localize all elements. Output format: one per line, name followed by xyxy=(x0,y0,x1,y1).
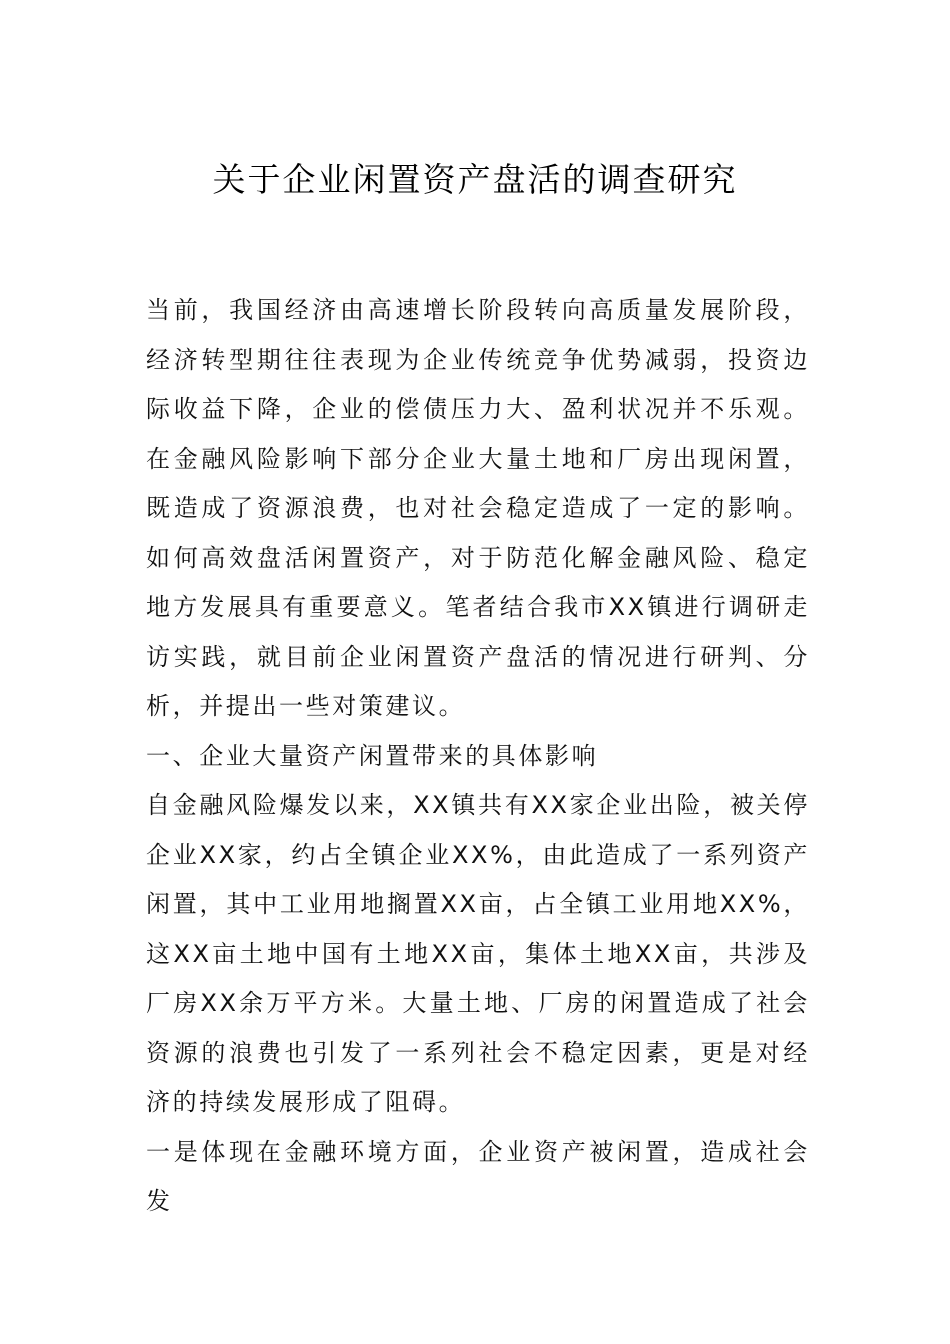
financial-environment-paragraph: 一是体现在金融环境方面，企业资产被闲置，造成社会发 xyxy=(146,1137,810,1215)
intro-paragraph: 当前，我国经济由高速增长阶段转向高质量发展阶段，经济转型期往往表现为企业传统竞争优势减弱，投资边际收益下降，企业的偿债压力大、盈利状况并不乐观。在金融风险影响下部分企业大量土地和厂房出现闲置，既造成了资源浪费，也对社会稳定造成了一定的影响。如何高效盘活闲置资产，对于防范化解金融风险、稳定地方发展具有重要意义。笔者结合我市XX镇进行调研走访实践，就目前企业闲置资产盘活的情况进行研判、分析，并提出一些对策建议。 xyxy=(146,296,810,720)
document-body xyxy=(146,286,810,1227)
impact-paragraph: 自金融风险爆发以来，XX镇共有XX家企业出险，被关停企业XX家，约占全镇企业XX%，由此造成了一系列资产闲置，其中工业用地搁置XX亩，占全镇工业用地XX%，这XX亩土地中国有土地XX亩，集体土地XX亩，共涉及厂房XX余万平方米。大量土地、厂房的闲置造成了社会资源的浪费也引发了一系列社会不稳定因素，更是对经济的持续发展形成了阻碍。 xyxy=(146,791,810,1116)
document-title: 关于企业闲置资产盘活的调查研究 xyxy=(212,160,738,199)
section-heading: 一、企业大量资产闲置带来的具体影响 xyxy=(146,741,599,770)
